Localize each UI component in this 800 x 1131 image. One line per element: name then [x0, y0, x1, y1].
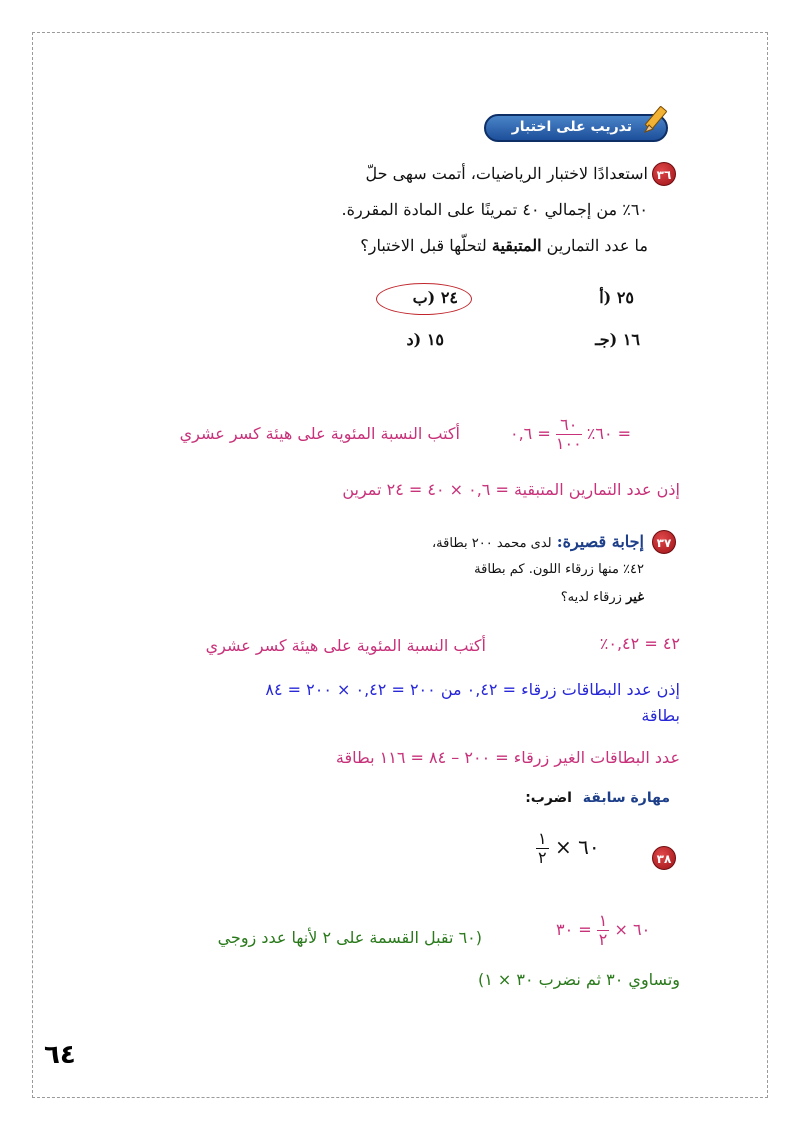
pencil-icon [640, 102, 676, 138]
q37-answer-line2: إذن عدد البطاقات زرقاء = ٠,٤٢ من ٢٠٠ = ٠,٤٢ × ٢٠٠ = ٨٤ [265, 680, 680, 699]
choice-d: ١٥ (د [406, 330, 444, 349]
banner-label: تدريب على اختبار [511, 119, 632, 135]
q38-fraction [536, 830, 549, 867]
q36-line3-post: لتحلّها قبل الاختبار؟ [360, 236, 492, 255]
question-38-badge: ٣٨ [652, 846, 676, 870]
q36-line2: ٦٠٪ من إجمالي ٤٠ تمرينًا على المادة المقررة. [341, 200, 648, 219]
q38-answer-equation [556, 912, 650, 949]
q36-line1: استعدادًا لاختبار الرياضيات، أتمت سهى حلّ [365, 164, 648, 183]
q38-answer-left: ٦٠ × [614, 920, 651, 939]
q37-line2: ٤٢٪ منها زرقاء اللون. كم بطاقة [474, 562, 644, 577]
choice-c: ١٦ (جـ [595, 330, 640, 349]
q37-line3-post: زرقاء لديه؟ [560, 590, 627, 605]
answer-circle-mark [376, 283, 472, 315]
q36-eq-result: = ٠,٦ [510, 424, 551, 443]
q37-answer-equation: ٪٤٢ = ٠,٤٢ [599, 634, 680, 653]
q36-answer-note: أكتب النسبة المئوية على هيئة كسر عشري [179, 424, 460, 443]
skill-instruction: اضرب: [525, 790, 572, 806]
q36-answer-line2: إذن عدد التمارين المتبقية = ٠,٦ × ٤٠ = ٢٤ تمرين [342, 480, 680, 499]
q38-frac-num: ١ [538, 829, 547, 848]
q37-answer-line3: بطاقة [641, 706, 680, 725]
question-36-badge: ٣٦ [652, 162, 676, 186]
q37-line1 [432, 532, 644, 551]
q36-line3-bold: المتبقية [491, 236, 542, 255]
q36-line3-pre: ما عدد التمارين [541, 236, 648, 255]
q36-frac-num: ٦٠ [556, 416, 582, 435]
q36-line3 [360, 236, 648, 255]
q38-answer-right: = ٣٠ [556, 920, 592, 939]
q38-answer-note1: (٦٠ تقبل القسمة على ٢ لأنها عدد زوجي [217, 928, 482, 947]
q38-expression [536, 830, 600, 867]
q37-title: إجابة قصيرة: [556, 532, 644, 551]
question-37-badge: ٣٧ [652, 530, 676, 554]
q38-answer-fraction [597, 912, 610, 949]
q36-answer-equation [510, 416, 631, 453]
q38-expr-left: ٦٠ × [554, 835, 600, 859]
q38-answer-note2: وتساوي ٣٠ ثم نضرب ٣٠ × ١) [477, 970, 680, 989]
q38-answer-frac-num: ١ [598, 911, 608, 930]
q37-line1-text: لدى محمد ٢٠٠ بطاقة، [431, 536, 552, 551]
q37-answer-line4: عدد البطاقات الغير زرقاء = ٢٠٠ – ٨٤ = ١١٦ بطاقة [335, 748, 680, 767]
q37-line3 [561, 590, 644, 605]
skill-heading [525, 790, 670, 806]
choice-a: ٢٥ (أ [599, 288, 634, 307]
q36-fraction [556, 416, 582, 453]
page-number: ٦٤ [44, 1040, 76, 1070]
q37-answer-note: أكتب النسبة المئوية على هيئة كسر عشري [205, 636, 486, 655]
q36-eq-percent: ٪٦٠ = [586, 424, 632, 443]
q38-frac-den: ٢ [538, 848, 547, 867]
q38-answer-frac-den: ٢ [598, 930, 608, 949]
q37-line3-bold: غير [626, 590, 644, 605]
skill-title: مهارة سابقة [582, 790, 670, 806]
q36-frac-den: ١٠٠ [555, 434, 582, 453]
choice-b: ٢٤ (ب [412, 288, 458, 307]
